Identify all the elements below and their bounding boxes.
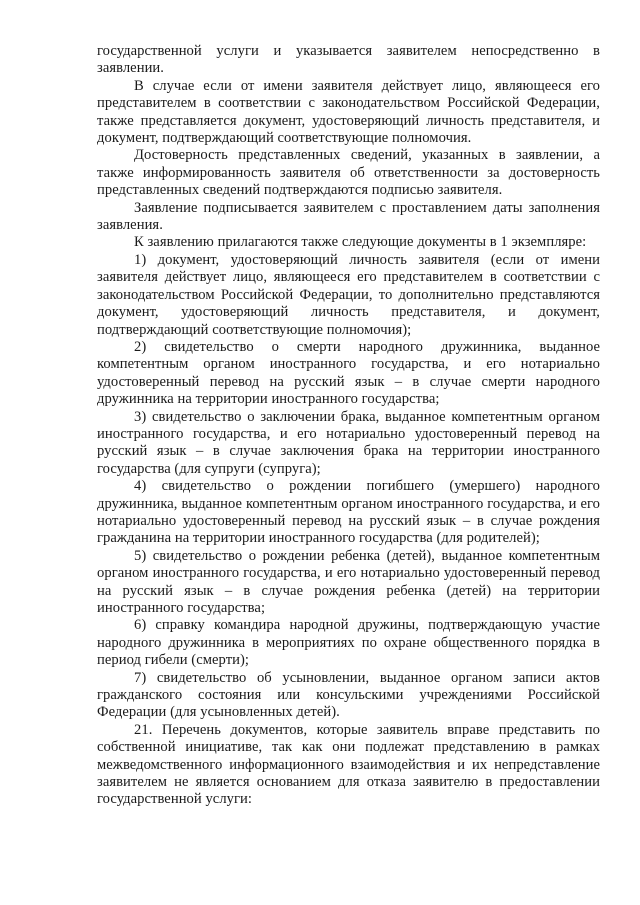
list-item-5: 5) свидетельство о рождении ребенка (детей), выданное компетентным органом иностранного государства, и его нотариально удостоверенный перевод на русский язык – в случае рождения ребенка (детей) на территории иностранного государства; [97, 547, 600, 616]
paragraph-reliability: Достоверность представленных сведений, указанных в заявлении, а также информированность заявителя об ответственности за достоверность представленных сведений подтверждаются подписью заявителя. [97, 147, 600, 199]
list-item-7: 7) свидетельство об усыновлении, выданное органом записи актов гражданского состояния или консульскими учреждениями Российской Федерации (для усыновленных детей). [97, 669, 600, 721]
document-body [97, 43, 600, 809]
paragraph-representative: В случае если от имени заявителя действует лицо, являющееся его представителем в соответствии с законодательством Российской Федерации, также представляется документ, удостоверяющий личность представителя, и документ, подтверждающий соответствующие полномочия. [97, 77, 600, 147]
paragraph-signature: Заявление подписывается заявителем с проставлением даты заполнения заявления. [97, 199, 600, 234]
list-item-6: 6) справку командира народной дружины, подтверждающую участие народного дружинника в мероприятиях по охране общественного порядка в период гибели (смерти); [97, 617, 600, 669]
paragraph-attachments-intro: К заявлению прилагаются также следующие документы в 1 экземпляре: [134, 234, 587, 251]
list-item-1: 1) документ, удостоверяющий личность заявителя (если от имени заявителя действует лицо, являющееся его представителем в соответствии с законодательством Российской Федерации, то дополнительно представляются документ, удостоверяющий личность представителя, и документ, подтверждающий соответствующие полномочия); [97, 251, 600, 338]
paragraph-continuation: государственной услуги и указывается заявителем непосредственно в заявлении. [97, 43, 600, 77]
paragraph-section-21: 21. Перечень документов, которые заявитель вправе представить по собственной инициативе, так как они подлежат представлению в рамках межведомственного информационного взаимодействия и их непредставление заявителем не является основанием для отказа заявителю в предоставлении государственной услуги: [97, 721, 600, 808]
list-item-3: 3) свидетельство о заключении брака, выданное компетентным органом иностранного государства, и его нотариально удостоверенный перевод на русский язык – в случае заключения брака на территории иностранного государства (для супруги (супруга); [97, 408, 600, 477]
list-item-2: 2) свидетельство о смерти народного дружинника, выданное компетентным органом иностранного государства, и его нотариально удостоверенный перевод на русский язык – в случае смерти народного дружинника на территории иностранного государства; [97, 338, 600, 408]
list-item-4: 4) свидетельство о рождении погибшего (умершего) народного дружинника, выданное компетентным органом иностранного государства, и его нотариально удостоверенный перевод на русский язык – в случае рождения гражданина на территории иностранного государства (для родителей); [97, 478, 600, 547]
